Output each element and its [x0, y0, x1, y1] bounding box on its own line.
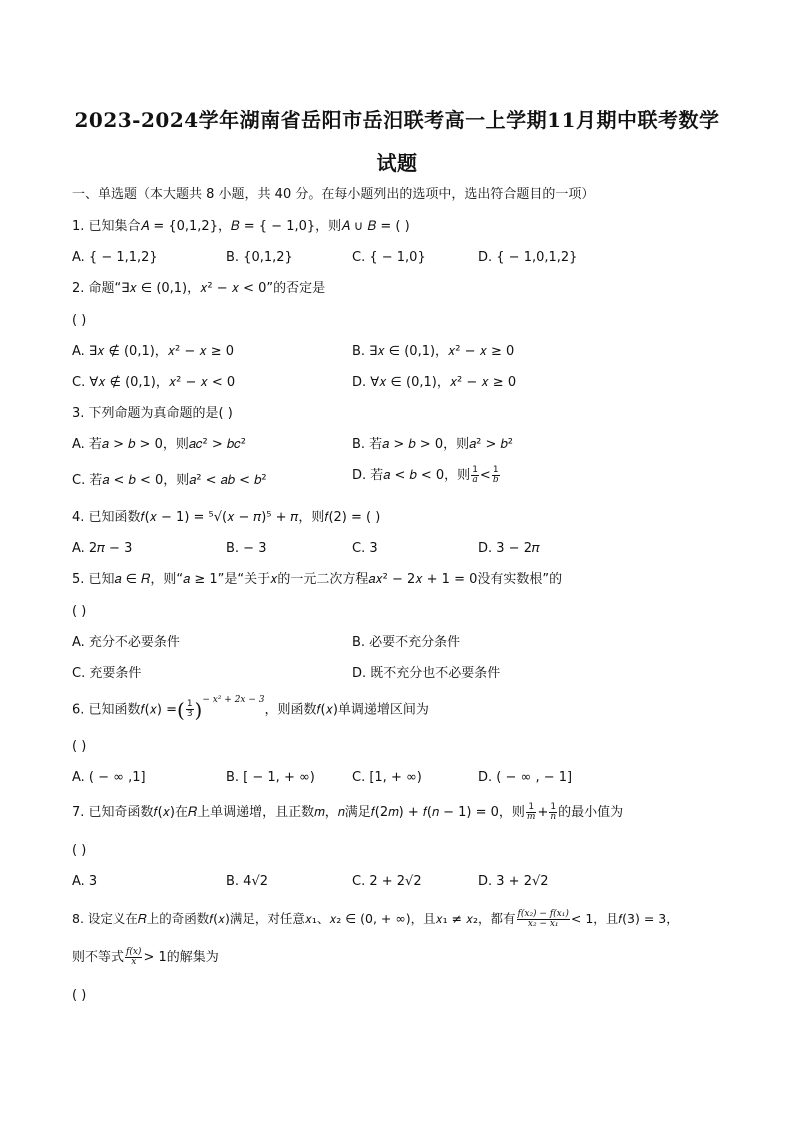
q6-stem [72, 695, 429, 722]
q3-option-d-frac-a [471, 466, 479, 485]
q6-option-d: D. ( − ∞ , − 1] [478, 770, 573, 785]
q7-frac2-den: 𝑛 [550, 812, 557, 822]
q7-option-b: B. 4√2 [226, 874, 269, 889]
q6-stem-pre: 6. 已知函数𝑓(𝑥) = [72, 702, 177, 718]
q4-option-d: D. 3 − 2𝜋 [478, 541, 540, 556]
q5-option-a: A. 充分不必要条件 [72, 635, 180, 650]
q3-frac-b-den: 𝑏 [492, 475, 499, 485]
q3-frac-a-num: 1 [472, 465, 478, 475]
q8-stem-post: < 1，且𝑓(3) = 3， [570, 911, 679, 926]
q7-answer-blank: ( ) [72, 843, 87, 858]
q4-option-b: B. − 3 [226, 541, 267, 556]
q6-exponent: − 𝑥² + 2𝑥 − 3 [202, 695, 265, 705]
q8-slope-frac [517, 910, 570, 929]
q8-answer-blank: ( ) [72, 988, 87, 1003]
q2-option-a: A. ∃𝑥 ∉ (0,1)，𝑥² − 𝑥 ≥ 0 [72, 344, 235, 359]
q6-base-den: 3 [186, 709, 193, 720]
section-header: 一、单选题（本大题共 8 小题，共 40 分。在每小题列出的选项中，选出符合题目的一项） [72, 187, 595, 202]
q6-stem-post: ，则函数𝑓(𝑥)单调递增区间为 [264, 702, 429, 718]
q1-option-d: D. { − 1,0,1,2} [478, 250, 578, 265]
q4-option-c: C. 3 [352, 541, 378, 556]
q1-option-a: A. { − 1,1,2} [72, 250, 158, 265]
q6-base-num: 1 [186, 699, 193, 710]
q7-option-d: D. 3 + 2√2 [478, 874, 549, 889]
q8-frac-den: 𝑥₂ − 𝑥₁ [527, 919, 559, 929]
q5-option-b: B. 必要不充分条件 [352, 635, 461, 650]
q8-frac-num: 𝑓(𝑥₂) − 𝑓(𝑥₁) [517, 909, 569, 919]
q3-frac-b-num: 1 [492, 465, 499, 475]
q4-stem: 4. 已知函数𝑓(𝑥 − 1) = ⁵√(𝑥 − 𝜋)⁵ + 𝜋，则𝑓(2) = ( ) [72, 510, 381, 525]
q6-base-frac [186, 700, 194, 719]
q8-stem-pre: 8. 设定义在𝑅上的奇函数𝑓(𝑥)满足，对任意𝑥₁、𝑥₂ ∈ (0, + ∞)，且𝑥₁ ≠ 𝑥₂，都有 [72, 911, 516, 926]
q6-option-b: B. [ − 1, + ∞) [226, 770, 315, 785]
q5-option-c: C. 充要条件 [72, 666, 142, 681]
q3-option-d [352, 466, 501, 485]
q8-stem [72, 910, 679, 929]
q3-option-c: C. 若𝑎 < 𝑏 < 0，则𝑎² < 𝑎𝑏 < 𝑏² [72, 473, 267, 488]
q3-option-b: B. 若𝑎 > 𝑏 > 0，则𝑎² > 𝑏² [352, 437, 514, 452]
q6-answer-blank: ( ) [72, 739, 87, 754]
q3-option-a: A. 若𝑎 > 𝑏 > 0，则𝑎𝑐² > 𝑏𝑐² [72, 437, 246, 452]
q6-option-c: C. [1, + ∞) [352, 770, 422, 785]
q2-stem: 2. 命题“∃𝑥 ∈ (0,1)，𝑥² − 𝑥 < 0”的否定是 [72, 281, 326, 296]
q1-option-b: B. {0,1,2} [226, 250, 293, 265]
q7-frac-2 [549, 803, 557, 822]
q3-option-d-text: D. 若𝑎 < 𝑏 < 0，则 [352, 468, 471, 483]
q1-stem: 1. 已知集合𝐴 = {0,1,2}，𝐵 = { − 1,0}，则𝐴 ∪ 𝐵 = ( ) [72, 219, 410, 234]
q2-answer-blank: ( ) [72, 313, 87, 328]
q6-paren-open: ( [177, 697, 185, 722]
q3-option-d-lt: < [479, 468, 491, 483]
q7-plus: + [537, 805, 549, 820]
q7-option-a: A. 3 [72, 874, 98, 889]
q8-ratio-den: 𝑥 [131, 957, 137, 967]
exam-title-line2: 试题 [376, 151, 418, 175]
q7-frac2-num: 1 [550, 802, 557, 812]
q6-option-a: A. ( − ∞ ,1] [72, 770, 146, 785]
q8-ratio-num: 𝑓(𝑥) [126, 947, 142, 957]
q7-stem-pre: 7. 已知奇函数𝑓(𝑥)在𝑅上单调递增，且正数𝑚，𝑛满足𝑓(2𝑚) + 𝑓(𝑛 − 1) = 0，则 [72, 805, 525, 820]
q8-line2-pre: 则不等式 [72, 950, 125, 965]
q4-option-a: A. 2𝜋 − 3 [72, 541, 133, 556]
q8-ratio-frac [125, 948, 142, 967]
q6-paren-close: ) [194, 697, 203, 722]
q1-option-c: C. { − 1,0} [352, 250, 426, 265]
q8-line2-post: > 1的解集为 [143, 950, 219, 965]
q3-frac-a-den: 𝑎 [472, 475, 478, 485]
q3-option-d-frac-b [492, 466, 500, 485]
q7-frac-1 [526, 803, 537, 822]
q3-stem: 3. 下列命题为真命题的是( ) [72, 406, 233, 421]
q5-stem: 5. 已知𝑎 ∈ 𝑅，则“𝑎 ≥ 1”是“关于𝑥的一元二次方程𝑎𝑥² − 2𝑥 + 1 = 0没有实数根”的 [72, 572, 563, 587]
q7-stem [72, 803, 623, 822]
q5-option-d: D. 既不充分也不必要条件 [352, 666, 501, 681]
q2-option-b: B. ∃𝑥 ∈ (0,1)，𝑥² − 𝑥 ≥ 0 [352, 344, 515, 359]
q8-stem-line2 [72, 948, 219, 967]
q7-frac1-den: 𝑚 [526, 812, 536, 822]
q7-option-c: C. 2 + 2√2 [352, 874, 422, 889]
q2-option-d: D. ∀𝑥 ∈ (0,1)，𝑥² − 𝑥 ≥ 0 [352, 375, 517, 390]
q7-frac1-num: 1 [526, 803, 537, 813]
exam-title-line1: 2023-2024学年湖南省岳阳市岳汨联考高一上学期11月期中联考数学 [74, 108, 720, 132]
q5-answer-blank: ( ) [72, 604, 87, 619]
q2-option-c: C. ∀𝑥 ∉ (0,1)，𝑥² − 𝑥 < 0 [72, 375, 236, 390]
q7-stem-post: 的最小值为 [558, 805, 624, 820]
